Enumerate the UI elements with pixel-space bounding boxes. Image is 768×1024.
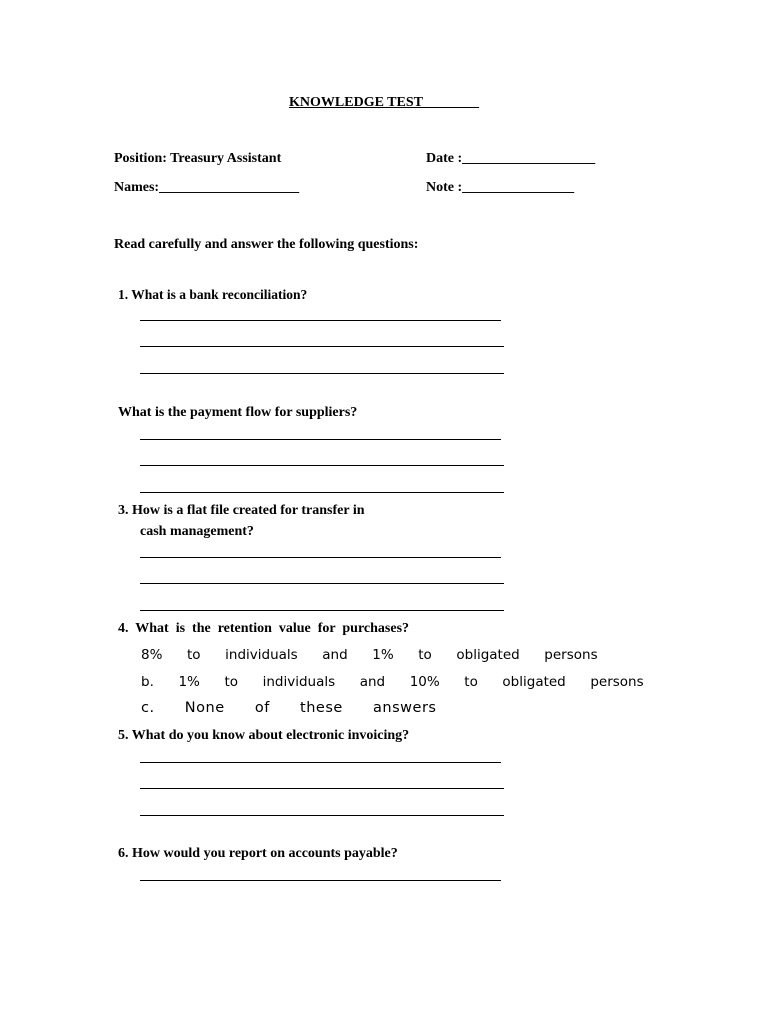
date-field[interactable]: Date :___________________ [426,151,596,166]
question-6: 6. How would you report on accounts payable? [118,846,398,861]
question-5: 5. What do you know about electronic invoicing? [118,728,410,743]
answer-line[interactable] [140,373,504,374]
option-a[interactable]: 8% to individuals and 1% to obligated persons [141,647,598,663]
question-4: 4. What is the retention value for purchases? [118,621,410,636]
option-c[interactable]: c. None of these answers [141,700,437,716]
answer-line[interactable] [140,815,504,816]
note-field[interactable]: Note :________________ [426,180,575,195]
question-3: 3. How is a flat file created for transfer in [118,503,365,518]
answer-line[interactable] [140,557,501,558]
option-b[interactable]: b. 1% to individuals and 10% to obligated persons [141,674,644,690]
answer-line[interactable] [140,788,504,789]
answer-line[interactable] [140,762,501,763]
answer-line[interactable] [140,492,504,493]
answer-line[interactable] [140,610,504,611]
answer-line[interactable] [140,439,501,440]
question-2: What is the payment flow for suppliers? [118,405,358,420]
question-1: 1. What is a bank reconciliation? [118,287,308,302]
answer-line[interactable] [140,465,504,466]
names-field[interactable]: Names:____________________ [114,180,300,195]
position-label: Position: Treasury Assistant [114,151,282,166]
answer-line[interactable] [140,583,504,584]
answer-line[interactable] [140,320,501,321]
page-title: KNOWLEDGE TEST________ [289,95,479,110]
answer-line[interactable] [140,346,504,347]
instructions-text: Read carefully and answer the following questions: [114,237,419,252]
question-3-continued: cash management? [140,524,254,539]
answer-line[interactable] [140,880,501,881]
